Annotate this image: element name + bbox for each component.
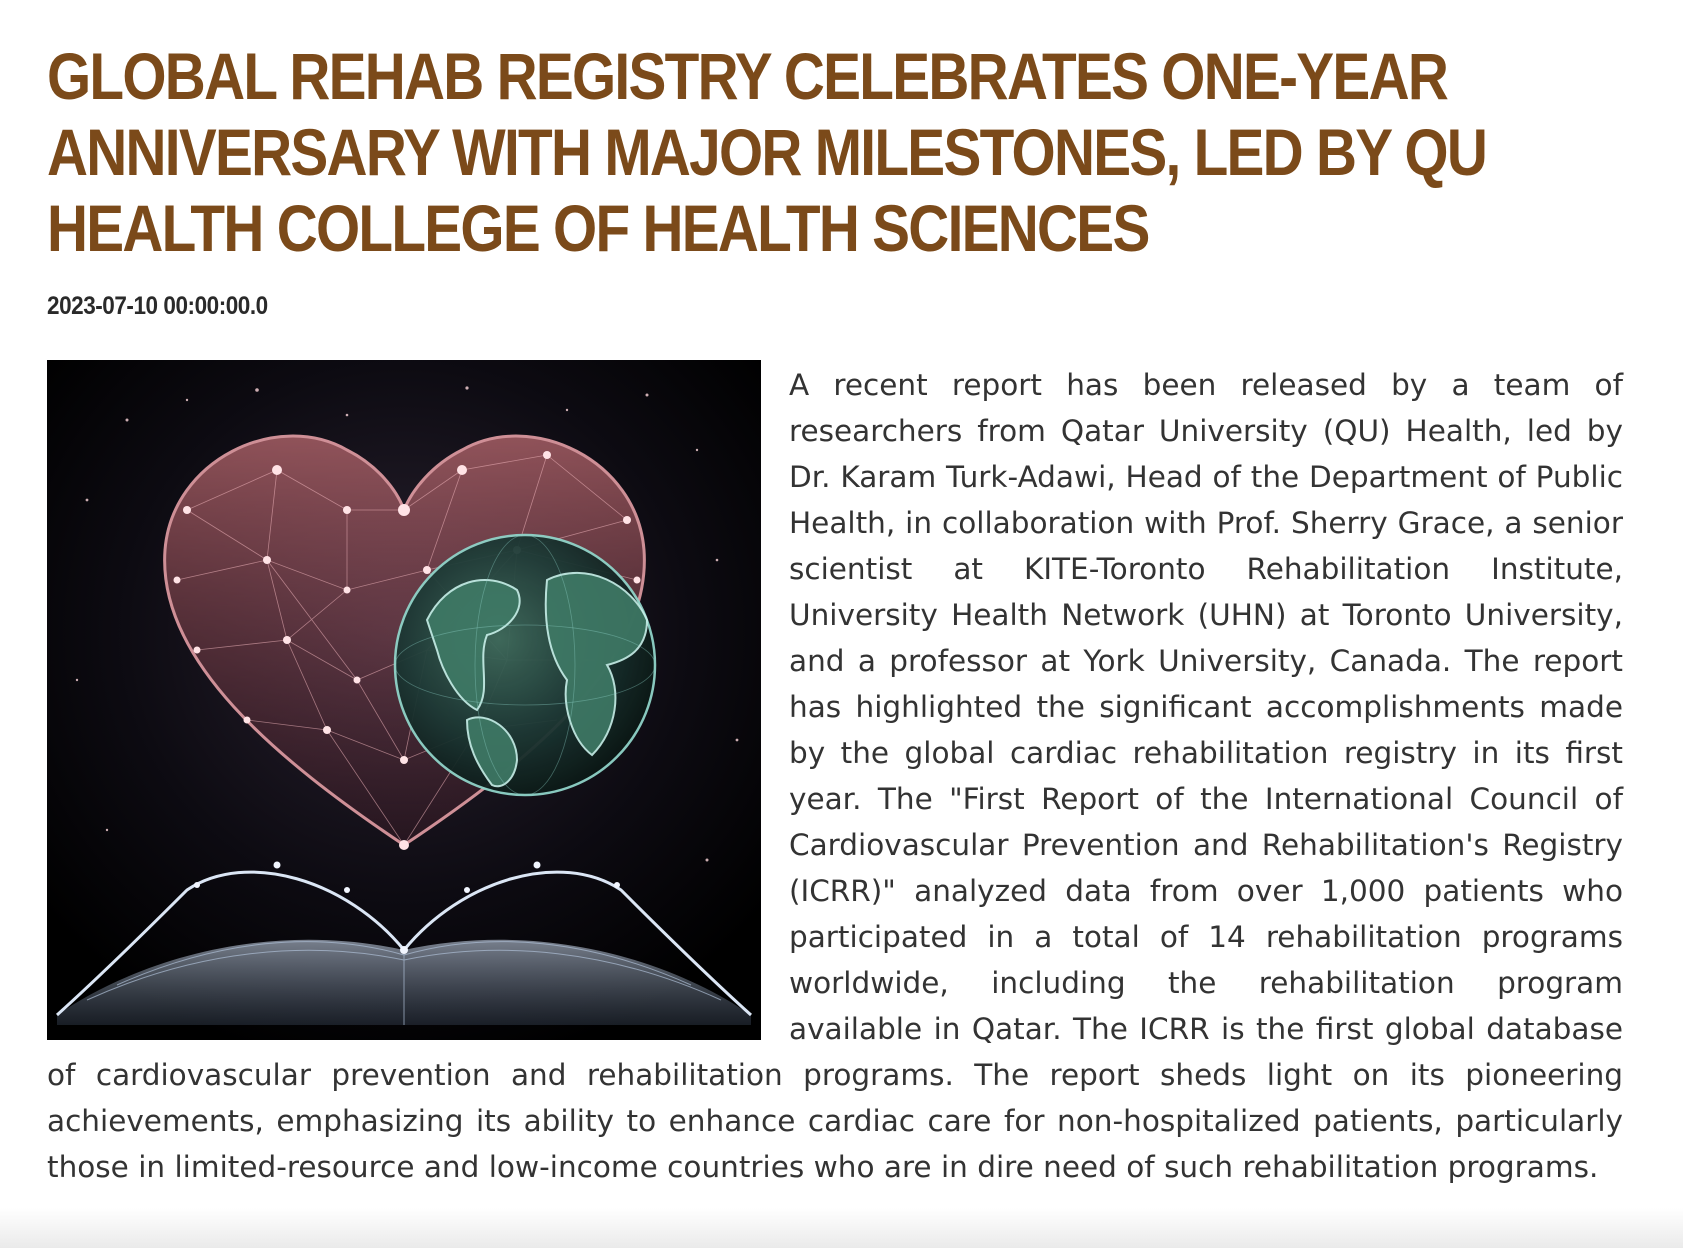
- article-title: GLOBAL REHAB REGISTRY CELEBRATES ONE-YEAR ANNIVERSARY WITH MAJOR MILESTONES, LED BY QU HEALTH COLLEGE OF HEALTH SCIENCES: [47, 39, 1487, 265]
- article: [47, 38, 1623, 1184]
- article-body: [47, 360, 1623, 1188]
- article-date: 2023-07-10 00:00:00.0: [47, 292, 268, 320]
- article-paragraph: A recent report has been released by a team of researchers from Qatar University (QU) Health, led by Dr. Karam Turk-Adawi, Head of the Department of Public Health, in collaboration with Prof. Sherry Grace, a senior scientist at KITE-Toronto Rehabilitation Institute, University Health Network (UHN) at Toronto University, and a professor at York University, Canada. The report has highlighted the significant accomplishments made by the global cardiac rehabilitation registry in its first year. The "First Report of the International Council of Cardiovascular Prevention and Rehabilitation's Registry (ICRR)" analyzed data from over 1,000 patients who participated in a total of 14 rehabilitation programs worldwide, including the rehabilitation program available in Qatar. The ICRR is the first global database of cardiovascular prevention and rehabilitation programs. The report sheds light on its pioneering achievements, emphasizing its ability to enhance cardiac care for non-hospitalized patients, particularly those in limited-resource and low-income countries who are in dire need of such rehabilitation programs.: [47, 368, 1623, 1184]
- bottom-fade: [0, 1208, 1683, 1248]
